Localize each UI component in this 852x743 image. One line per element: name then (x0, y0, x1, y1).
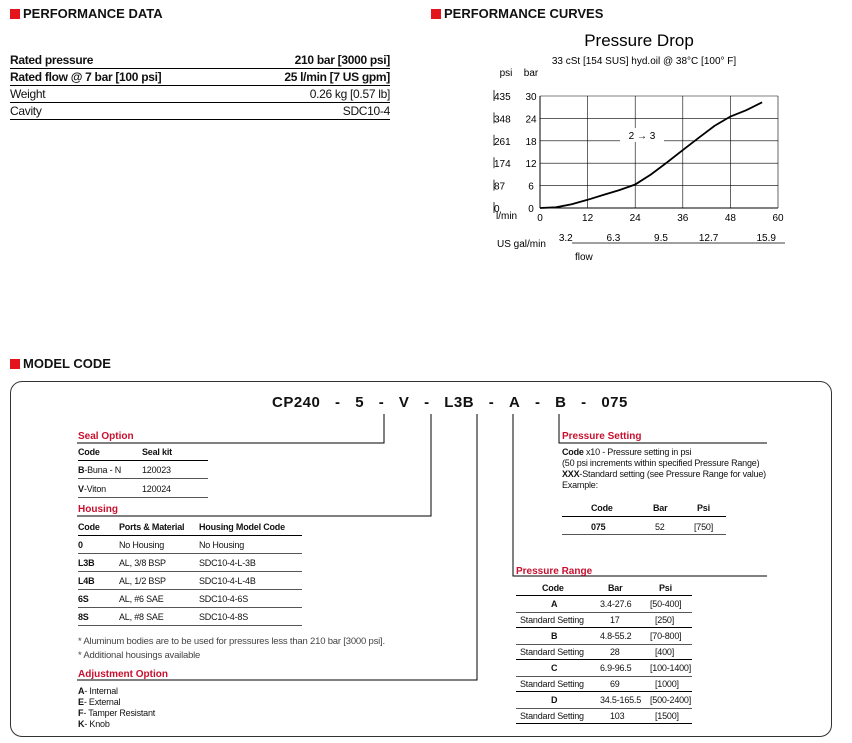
setting-line: (50 psi increments within specified Pressure Range) (562, 458, 760, 468)
seal-desc: -Viton (83, 484, 106, 494)
range-header-bar: Bar (608, 583, 623, 593)
range-standard-bar: 69 (610, 679, 620, 689)
housing-model: No Housing (199, 540, 245, 550)
housing-code: L3B (78, 558, 95, 568)
x-unit-gpm: US gal/min (497, 239, 546, 250)
seal-row-v (78, 484, 106, 494)
range-standard-psi: [1500] (655, 711, 679, 721)
perf-label: Rated flow @ 7 bar [100 psi] (10, 70, 162, 84)
annotation-label: 2 → 3 (628, 131, 656, 142)
adjustment-option-list (78, 686, 228, 736)
seal-header-code: Code (78, 447, 100, 457)
x-tick-lmin: 36 (677, 213, 689, 224)
housing-title: Housing (78, 504, 118, 515)
chart-title: Pressure Drop (584, 31, 694, 50)
housing-model: SDC10-4-6S (199, 594, 249, 604)
range-code: A (551, 599, 558, 609)
group-divider (516, 659, 692, 660)
setting-example-psi: [750] (694, 522, 714, 532)
chart-subtitle: 33 cSt [154 SUS] hyd.oil @ 38°C [100° F] (551, 56, 737, 67)
range-standard-bar: 103 (610, 711, 625, 721)
perf-label: Weight (10, 87, 46, 101)
x-unit-lmin: l/min (496, 211, 518, 222)
code-part-range: B (555, 394, 567, 411)
range-code: C (551, 663, 558, 673)
row-divider (516, 708, 692, 709)
range-standard-label: Standard Setting (520, 647, 584, 657)
code-dash: - (378, 394, 385, 411)
seal-option-table (78, 447, 208, 499)
perf-value: SDC10-4 (342, 104, 390, 118)
housing-header-model: Housing Model Code (199, 522, 285, 532)
adjustment-item: K- Knob (78, 719, 110, 729)
y-tick-bar: 6 (528, 181, 534, 193)
range-code: D (551, 695, 558, 705)
seal-desc: -Buna - N (84, 465, 122, 475)
range-standard-label: Standard Setting (520, 615, 584, 625)
seal-option-title: Seal Option (78, 431, 134, 442)
range-header-psi: Psi (659, 583, 672, 593)
y-unit-bar: bar (523, 68, 539, 79)
range-standard-psi: [250] (655, 615, 675, 625)
x-tick-lmin: 12 (582, 213, 594, 224)
y-tick-psi: 435 (494, 92, 511, 103)
range-standard-label: Standard Setting (520, 679, 584, 689)
housing-code: 0 (78, 540, 83, 550)
row-divider (78, 625, 302, 626)
adjustment-item: E- External (78, 697, 121, 707)
setting-example-bar: 52 (655, 522, 665, 532)
setting-header-psi: Psi (697, 503, 710, 513)
group-divider (516, 627, 692, 628)
range-code: B (551, 631, 558, 641)
range-bar: 4.8-55.2 (600, 631, 632, 641)
group-divider (516, 723, 692, 724)
y-tick-psi: 261 (494, 136, 511, 148)
y-tick-bar: 12 (525, 159, 537, 171)
perf-value: 25 l/min [7 US gpm] (284, 70, 390, 84)
x-tick-gpm: 3.2 (558, 233, 573, 244)
x-tick-gpm: 9.5 (654, 233, 668, 244)
seal-kit: 120024 (142, 484, 171, 494)
group-divider (516, 691, 692, 692)
x-label-flow: flow (575, 252, 593, 263)
seal-code: B (78, 465, 85, 475)
row-divider (516, 612, 692, 613)
code-part-housing: L3B (444, 394, 475, 411)
row-divider (516, 676, 692, 677)
housing-note-aluminum: * Aluminum bodies are to be used for pressures less than 210 bar [3000 psi]. (78, 636, 385, 647)
housing-table (78, 522, 302, 632)
seal-code: V (78, 484, 84, 494)
y-tick-bar: 24 (525, 114, 537, 126)
range-psi: [70-800] (650, 631, 682, 641)
setting-line: Code x10 - Pressure setting in psi (562, 447, 692, 457)
setting-line: Example: (562, 480, 598, 490)
housing-header-code: Code (78, 522, 100, 532)
row-divider (78, 589, 302, 590)
y-tick-bar: 0 (528, 204, 534, 215)
y-tick-bar: 18 (525, 136, 537, 148)
x-tick-lmin: 24 (629, 213, 641, 224)
housing-model: SDC10-4-L-4B (199, 576, 256, 586)
x-tick-lmin: 0 (537, 213, 543, 224)
pressure-setting-block (562, 447, 772, 542)
range-standard-psi: [1000] (655, 679, 679, 689)
code-dash: - (534, 394, 541, 411)
setting-line: XXX-Standard setting (see Pressure Range for value) (562, 469, 766, 479)
adjustment-item: A- Internal (78, 686, 118, 696)
pressure-setting-title: Pressure Setting (562, 431, 642, 442)
range-standard-bar: 17 (610, 615, 620, 625)
adjustment-item: F- Tamper Resistant (78, 708, 156, 718)
y-tick-psi: 348 (494, 114, 511, 126)
seal-header-kit: Seal kit (142, 447, 172, 457)
setting-header-code: Code (591, 503, 613, 513)
performance-curves-title: PERFORMANCE CURVES (444, 6, 604, 21)
code-part-setting: 075 (601, 394, 628, 411)
seal-row-b (78, 465, 121, 475)
housing-ports: AL, #6 SAE (119, 594, 164, 604)
housing-code: 8S (78, 612, 89, 622)
y-tick-psi: 174 (494, 159, 511, 171)
range-psi: [50-400] (650, 599, 682, 609)
code-dash: - (581, 394, 587, 411)
range-bar: 3.4-27.6 (600, 599, 632, 609)
housing-model: SDC10-4-8S (199, 612, 249, 622)
pressure-range-table (516, 583, 692, 723)
perf-value: 0.26 kg [0.57 lb] (309, 87, 390, 101)
housing-ports: AL, 3/8 BSP (119, 558, 166, 568)
range-header-code: Code (542, 583, 564, 593)
performance-data-title: PERFORMANCE DATA (23, 6, 163, 21)
y-tick-psi: 0 (494, 204, 500, 215)
y-tick-bar: 30 (525, 92, 537, 103)
x-tick-lmin: 48 (724, 213, 736, 224)
housing-ports: No Housing (119, 540, 165, 550)
housing-model: SDC10-4-L-3B (199, 558, 256, 568)
code-part-series: CP240 (272, 394, 321, 411)
seal-kit: 120023 (142, 465, 171, 475)
code-dash: - (488, 394, 495, 411)
code-dash: - (335, 394, 341, 411)
perf-label: Cavity (10, 104, 42, 118)
housing-code: 6S (78, 594, 89, 604)
perf-value: 210 bar [3000 psi] (294, 53, 390, 67)
x-tick-gpm: 15.9 (756, 233, 776, 244)
x-tick-lmin: 60 (772, 213, 784, 224)
range-standard-label: Standard Setting (520, 711, 584, 721)
code-part-seal: V (398, 394, 410, 411)
range-standard-bar: 28 (610, 647, 620, 657)
x-tick-gpm: 12.7 (698, 233, 719, 244)
range-bar: 34.5-165.5 (600, 695, 642, 705)
range-bar: 6.9-96.5 (600, 663, 632, 673)
y-unit-psi: psi (499, 68, 513, 79)
range-psi: [500-2400] (650, 695, 692, 705)
x-tick-gpm: 6.3 (606, 233, 621, 244)
housing-code: L4B (78, 576, 95, 586)
setting-header-bar: Bar (653, 503, 668, 513)
model-code-title: MODEL CODE (23, 356, 111, 371)
housing-header-ports: Ports & Material (119, 522, 185, 532)
housing-note-additional: * Additional housings available (78, 650, 201, 661)
row-divider (78, 571, 302, 572)
code-dash: - (424, 394, 430, 411)
code-part-5: 5 (355, 394, 365, 411)
adjustment-option-title: Adjustment Option (78, 669, 168, 680)
setting-example-code: 075 (591, 522, 606, 532)
row-divider (516, 644, 692, 645)
perf-label: Rated pressure (10, 53, 94, 67)
row-divider (78, 553, 302, 554)
range-standard-psi: [400] (655, 647, 675, 657)
row-divider (78, 607, 302, 608)
pressure-range-title: Pressure Range (516, 566, 593, 577)
range-psi: [100-1400] (650, 663, 692, 673)
y-tick-psi: 87 (494, 181, 506, 193)
housing-ports: AL, 1/2 BSP (119, 576, 166, 586)
code-part-adjustment: A (508, 394, 521, 411)
housing-ports: AL, #8 SAE (119, 612, 164, 622)
